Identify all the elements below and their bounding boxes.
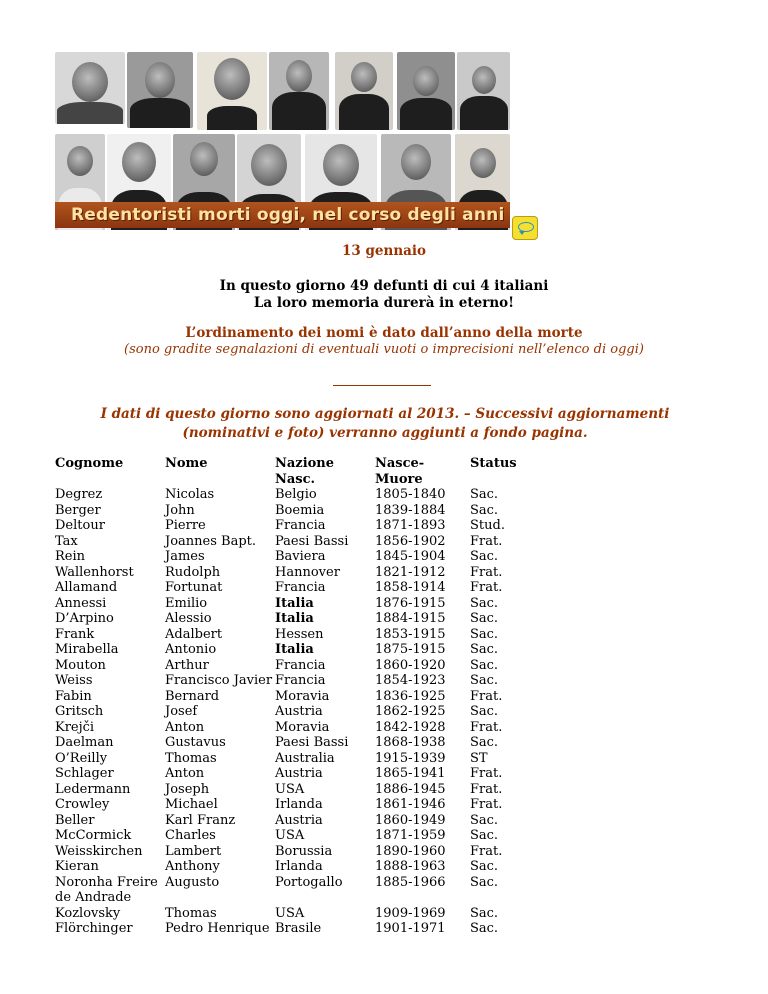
cell-nome: Karl Franz bbox=[165, 812, 236, 828]
cell-nasce-muore: 1871-1893 bbox=[375, 518, 446, 533]
cell-status: Sac. bbox=[470, 812, 499, 828]
cell-nasce-muore: 1854-1923 bbox=[375, 673, 446, 688]
portrait-photo bbox=[269, 52, 329, 130]
cell-cognome: Allamand bbox=[55, 580, 118, 595]
cell-nome: Thomas bbox=[165, 905, 217, 921]
table-row bbox=[55, 596, 530, 612]
cell-cognome: Schlager bbox=[55, 766, 114, 781]
banner-caption: Redentoristi morti oggi, nel corso degli anni bbox=[55, 202, 510, 228]
portrait-photo bbox=[335, 52, 393, 130]
cell-nazione: Francia bbox=[275, 673, 326, 688]
cell-cognome: Annessi bbox=[55, 595, 107, 611]
cell-status: Frat. bbox=[470, 564, 503, 580]
table-row bbox=[55, 720, 530, 736]
cell-cognome: Weiss bbox=[55, 673, 93, 688]
cell-cognome: Daelman bbox=[55, 735, 114, 750]
cell-cognome: Kieran bbox=[55, 859, 99, 874]
cell-status: Sac. bbox=[470, 905, 499, 921]
cell-status: Sac. bbox=[470, 874, 499, 890]
cell-cognome: Beller bbox=[55, 812, 95, 828]
cell-cognome: Noronha Freire de Andrade bbox=[55, 874, 158, 905]
cell-nasce-muore: 1909-1969 bbox=[375, 905, 446, 921]
cell-nazione: Austria bbox=[275, 766, 323, 781]
cell-status: Frat. bbox=[470, 688, 503, 704]
table-row bbox=[55, 642, 530, 658]
cell-nome: Bernard bbox=[165, 688, 220, 704]
cell-nasce-muore: 1865-1941 bbox=[375, 766, 446, 781]
cell-nasce-muore: 1885-1966 bbox=[375, 874, 446, 890]
portrait-photo bbox=[127, 52, 193, 128]
cell-cognome: Weisskirchen bbox=[55, 843, 143, 859]
cell-nome: Alessio bbox=[165, 611, 212, 626]
cell-nazione: USA bbox=[275, 828, 305, 843]
cell-nasce-muore: 1845-1904 bbox=[375, 549, 446, 564]
cell-nome: Anton bbox=[165, 766, 205, 781]
table-row bbox=[55, 813, 530, 829]
cell-nome: Augusto bbox=[165, 874, 220, 890]
cell-cognome: Frank bbox=[55, 626, 95, 642]
cell-status: Sac. bbox=[470, 642, 499, 657]
cell-nazione: Italia bbox=[275, 611, 314, 626]
cell-status: Sac. bbox=[470, 921, 499, 936]
cell-status: Sac. bbox=[470, 502, 499, 518]
cell-status: Sac. bbox=[470, 549, 499, 564]
cell-nazione: Austria bbox=[275, 704, 323, 719]
cell-nazione: Irlanda bbox=[275, 797, 323, 812]
report-hint: (sono gradite segnalazioni di eventuali vuoti o imprecisioni nell’elenco di oggi) bbox=[124, 342, 644, 357]
table-row bbox=[55, 751, 530, 767]
cell-nasce-muore: 1886-1945 bbox=[375, 781, 446, 797]
separator-line bbox=[333, 385, 431, 386]
cell-nasce-muore: 1853-1915 bbox=[375, 626, 446, 642]
header-nazione: Nazione Nasc. bbox=[275, 456, 335, 487]
cell-nasce-muore: 1805-1840 bbox=[375, 487, 446, 502]
cell-nazione: Paesi Bassi bbox=[275, 533, 349, 549]
cell-status: Sac. bbox=[470, 626, 499, 642]
table-row bbox=[55, 611, 530, 627]
cell-cognome: Mirabella bbox=[55, 642, 119, 657]
cell-cognome: Tax bbox=[55, 533, 78, 549]
cell-cognome: Krejči bbox=[55, 719, 95, 735]
cell-nasce-muore: 1890-1960 bbox=[375, 843, 446, 859]
cell-status: Frat. bbox=[470, 766, 503, 781]
cell-cognome: Crowley bbox=[55, 797, 110, 812]
table-row bbox=[55, 534, 530, 550]
cell-cognome: Flörchinger bbox=[55, 921, 133, 936]
cell-nome: Joannes Bapt. bbox=[165, 533, 257, 549]
cell-nasce-muore: 1860-1920 bbox=[375, 657, 446, 673]
cell-nazione: Paesi Bassi bbox=[275, 735, 349, 750]
cell-nazione: USA bbox=[275, 905, 305, 921]
cell-nazione: Hannover bbox=[275, 564, 340, 580]
cell-nome: John bbox=[165, 502, 195, 518]
cell-nazione: Australia bbox=[275, 750, 335, 766]
header-nasce-muore: Nasce-Muore bbox=[375, 456, 425, 487]
cell-nasce-muore: 1839-1884 bbox=[375, 502, 446, 518]
cell-nome: Nicolas bbox=[165, 487, 215, 502]
cell-nasce-muore: 1884-1915 bbox=[375, 611, 446, 626]
table-header-row bbox=[55, 456, 530, 487]
cell-nome: Thomas bbox=[165, 750, 217, 766]
table-row bbox=[55, 844, 530, 860]
cell-nazione: Brasile bbox=[275, 921, 322, 936]
cell-nazione: Baviera bbox=[275, 549, 326, 564]
cell-status: Sac. bbox=[470, 487, 499, 502]
cell-nome: Anthony bbox=[165, 859, 220, 874]
cell-nome: Josef bbox=[165, 704, 198, 719]
table-row bbox=[55, 580, 530, 596]
header-banner bbox=[55, 52, 510, 230]
cell-cognome: Ledermann bbox=[55, 781, 131, 797]
cell-status: Sac. bbox=[470, 657, 499, 673]
cell-status: Frat. bbox=[470, 781, 503, 797]
memory-line: La loro memoria durerà in eterno! bbox=[253, 295, 515, 311]
cell-nazione: Portogallo bbox=[275, 874, 343, 890]
header-nome: Nome bbox=[165, 456, 208, 471]
cell-status: ST bbox=[470, 750, 488, 766]
cell-status: Frat. bbox=[470, 797, 503, 812]
cell-nasce-muore: 1871-1959 bbox=[375, 828, 446, 843]
table-row bbox=[55, 735, 530, 751]
cell-nazione: Italia bbox=[275, 642, 314, 657]
cell-nasce-muore: 1858-1914 bbox=[375, 580, 446, 595]
table-row bbox=[55, 627, 530, 643]
cell-nome: Francisco Javier bbox=[165, 673, 273, 688]
table-row bbox=[55, 549, 530, 565]
cell-cognome: Gritsch bbox=[55, 704, 104, 719]
cell-nasce-muore: 1862-1925 bbox=[375, 704, 446, 719]
deaths-table bbox=[55, 456, 530, 937]
cell-nome: Emilio bbox=[165, 595, 208, 611]
header-cognome: Cognome bbox=[55, 456, 124, 471]
cell-nasce-muore: 1876-1915 bbox=[375, 595, 446, 611]
cell-nazione: Francia bbox=[275, 518, 326, 533]
cell-nazione: Belgio bbox=[275, 487, 317, 502]
cell-status: Stud. bbox=[470, 518, 505, 533]
cell-nome: Adalbert bbox=[165, 626, 223, 642]
cell-nome: Fortunat bbox=[165, 580, 223, 595]
portrait-photo bbox=[197, 52, 267, 130]
cell-cognome: Deltour bbox=[55, 518, 105, 533]
table-row bbox=[55, 658, 530, 674]
cell-nasce-muore: 1888-1963 bbox=[375, 859, 446, 874]
portrait-photo bbox=[457, 52, 510, 130]
cell-status: Sac. bbox=[470, 673, 499, 688]
cell-nasce-muore: 1856-1902 bbox=[375, 533, 446, 549]
cell-nome: Rudolph bbox=[165, 564, 221, 580]
cell-nazione: Austria bbox=[275, 812, 323, 828]
cell-cognome: O’Reilly bbox=[55, 750, 108, 766]
order-note: L’ordinamento dei nomi è dato dall’anno della morte bbox=[185, 325, 583, 341]
table-row bbox=[55, 518, 530, 534]
cell-nazione: Italia bbox=[275, 595, 314, 611]
cell-status: Frat. bbox=[470, 843, 503, 859]
cell-nazione: Francia bbox=[275, 580, 326, 595]
table-row bbox=[55, 503, 530, 519]
cell-status: Sac. bbox=[470, 735, 499, 750]
cell-status: Frat. bbox=[470, 719, 503, 735]
cell-cognome: Berger bbox=[55, 502, 101, 518]
table-row bbox=[55, 875, 530, 906]
table-row bbox=[55, 782, 530, 798]
cell-cognome: Fabin bbox=[55, 688, 92, 704]
table-row bbox=[55, 704, 530, 720]
table-row bbox=[55, 828, 530, 844]
cell-nome: Michael bbox=[165, 797, 218, 812]
cell-nasce-muore: 1901-1971 bbox=[375, 921, 446, 936]
table-row bbox=[55, 689, 530, 705]
cell-nome: Lambert bbox=[165, 843, 222, 859]
cell-nome: Pedro Henrique bbox=[165, 921, 270, 936]
cell-nasce-muore: 1868-1938 bbox=[375, 735, 446, 750]
cell-cognome: D’Arpino bbox=[55, 611, 114, 626]
deaths-summary: In questo giorno 49 defunti di cui 4 italiani bbox=[219, 278, 549, 294]
cell-nazione: Borussia bbox=[275, 843, 333, 859]
table-row bbox=[55, 859, 530, 875]
portrait-photo bbox=[397, 52, 455, 130]
update-note: I dati di questo giorno sono aggiornati al 2013. – Successivi aggiornamenti (nominativi e foto) verranno aggiunti a fondo pagina. bbox=[100, 406, 670, 441]
table-row bbox=[55, 487, 530, 503]
cell-nazione: Moravia bbox=[275, 719, 330, 735]
cell-status: Sac. bbox=[470, 611, 499, 626]
cell-cognome: Kozlovsky bbox=[55, 905, 121, 921]
cell-status: Sac. bbox=[470, 828, 499, 843]
page-date: 13 gennaio bbox=[341, 243, 427, 259]
cell-nasce-muore: 1836-1925 bbox=[375, 688, 446, 704]
cell-nome: Antonio bbox=[165, 642, 217, 657]
table-row bbox=[55, 673, 530, 689]
header-status: Status bbox=[470, 456, 517, 471]
cell-nome: James bbox=[165, 549, 205, 564]
cell-status: Frat. bbox=[470, 580, 503, 595]
table-row bbox=[55, 565, 530, 581]
cell-nasce-muore: 1875-1915 bbox=[375, 642, 446, 657]
cell-nasce-muore: 1860-1949 bbox=[375, 812, 446, 828]
table-row bbox=[55, 921, 530, 937]
table-row bbox=[55, 906, 530, 922]
cell-nazione: Moravia bbox=[275, 688, 330, 704]
cell-nazione: Francia bbox=[275, 657, 326, 673]
cell-nome: Charles bbox=[165, 828, 216, 843]
cell-nasce-muore: 1842-1928 bbox=[375, 719, 446, 735]
cell-nome: Joseph bbox=[165, 781, 210, 797]
cell-cognome: Degrez bbox=[55, 487, 103, 502]
table-row bbox=[55, 766, 530, 782]
cell-status: Frat. bbox=[470, 533, 503, 549]
cell-nome: Arthur bbox=[165, 657, 209, 673]
cell-nazione: Boemia bbox=[275, 502, 325, 518]
cell-nasce-muore: 1915-1939 bbox=[375, 750, 446, 766]
cell-nazione: USA bbox=[275, 781, 305, 797]
cell-nazione: Irlanda bbox=[275, 859, 323, 874]
cell-cognome: Rein bbox=[55, 549, 86, 564]
cell-cognome: Mouton bbox=[55, 657, 106, 673]
comment-icon[interactable] bbox=[512, 216, 538, 240]
cell-nasce-muore: 1821-1912 bbox=[375, 564, 446, 580]
cell-cognome: McCormick bbox=[55, 828, 132, 843]
cell-nasce-muore: 1861-1946 bbox=[375, 797, 446, 812]
cell-status: Sac. bbox=[470, 595, 499, 611]
cell-nome: Gustavus bbox=[165, 735, 226, 750]
cell-cognome: Wallenhorst bbox=[55, 564, 134, 580]
portrait-photo bbox=[55, 52, 125, 124]
cell-nome: Pierre bbox=[165, 518, 206, 533]
cell-status: Sac. bbox=[470, 859, 499, 874]
cell-nome: Anton bbox=[165, 719, 205, 735]
cell-status: Sac. bbox=[470, 704, 499, 719]
table-row bbox=[55, 797, 530, 813]
cell-nazione: Hessen bbox=[275, 626, 324, 642]
